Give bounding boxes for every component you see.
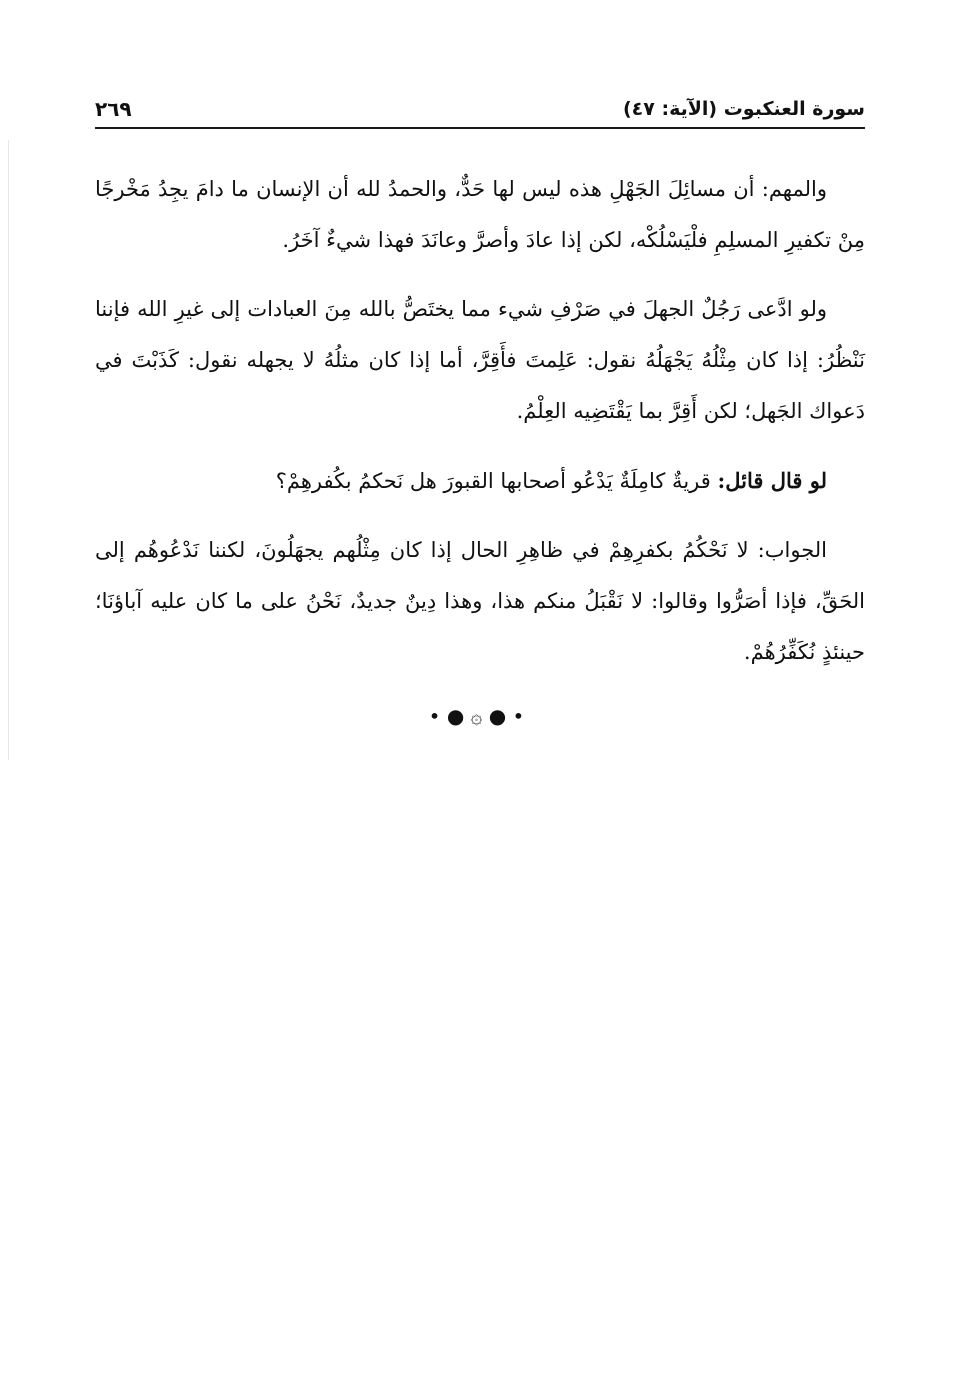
paragraph xyxy=(95,284,865,437)
paragraph xyxy=(95,455,865,507)
paragraph-text: ولو ادَّعى رَجُلٌ الجهلَ في صَرْفِ شيء مما يختَصُّ بالله مِنَ العبادات إلى غيرِ الله فإننا نَنْظُرُ: إذا كان مِثْلُهُ يَجْهَلُهُ نقول: عَلِمتَ فأَقِرَّ، أما إذا كان مثلُهُ لا يجهله نقول: كَذَبْتَ في دَعواك الجَهل؛ لكن أَقِرَّ بما يَقْتَضِيه العِلْمُ. xyxy=(95,297,865,423)
section-ornament: • ● ۞ ● • xyxy=(428,704,525,728)
paragraph-text: قريةٌ كامِلَةٌ يَدْعُو أصحابها القبورَ هل نَحكمُ بكُفرهِمْ؟ xyxy=(275,469,711,493)
paragraph xyxy=(95,525,865,678)
page-number: ٢٦٩ xyxy=(95,97,132,121)
header-rule xyxy=(95,127,865,129)
paragraph-text: والمهم: أن مسائِلَ الجَهْلِ هذه ليس لها حَدٌّ، والحمدُ لله أن الإنسان ما دامَ يجِدُ مَخْرجًا مِنْ تكفيرِ المسلِمِ فلْيَسْلُكْه، لكن إذا عادَ وأصرَّ وعانَدَ فهذا شيءٌ آخَرُ. xyxy=(95,177,865,252)
paragraph-text: الجواب: لا نَحْكُمُ بكفرِهِمْ في ظاهِرِ الحال إذا كان مِثْلُهم يجهَلُونَ، لكننا نَدْعُوهُم إلى الحَقِّ، فإذا أصَرُّوا وقالوا: لا نَقْبَلُ منكم هذا، وهذا دِينٌ جديدٌ، نَحْنُ على ما كان عليه آباؤنَا؛ حينئذٍ نُكَفِّرُهُمْ. xyxy=(95,538,865,664)
paragraph-lead: لو قال قائل: xyxy=(717,468,827,493)
paragraph xyxy=(95,164,865,266)
surah-title: سورة العنكبوت (الآية: ٤٧) xyxy=(622,98,865,120)
page-body xyxy=(95,164,865,696)
scan-edge-line xyxy=(8,140,9,760)
running-header xyxy=(95,96,865,126)
